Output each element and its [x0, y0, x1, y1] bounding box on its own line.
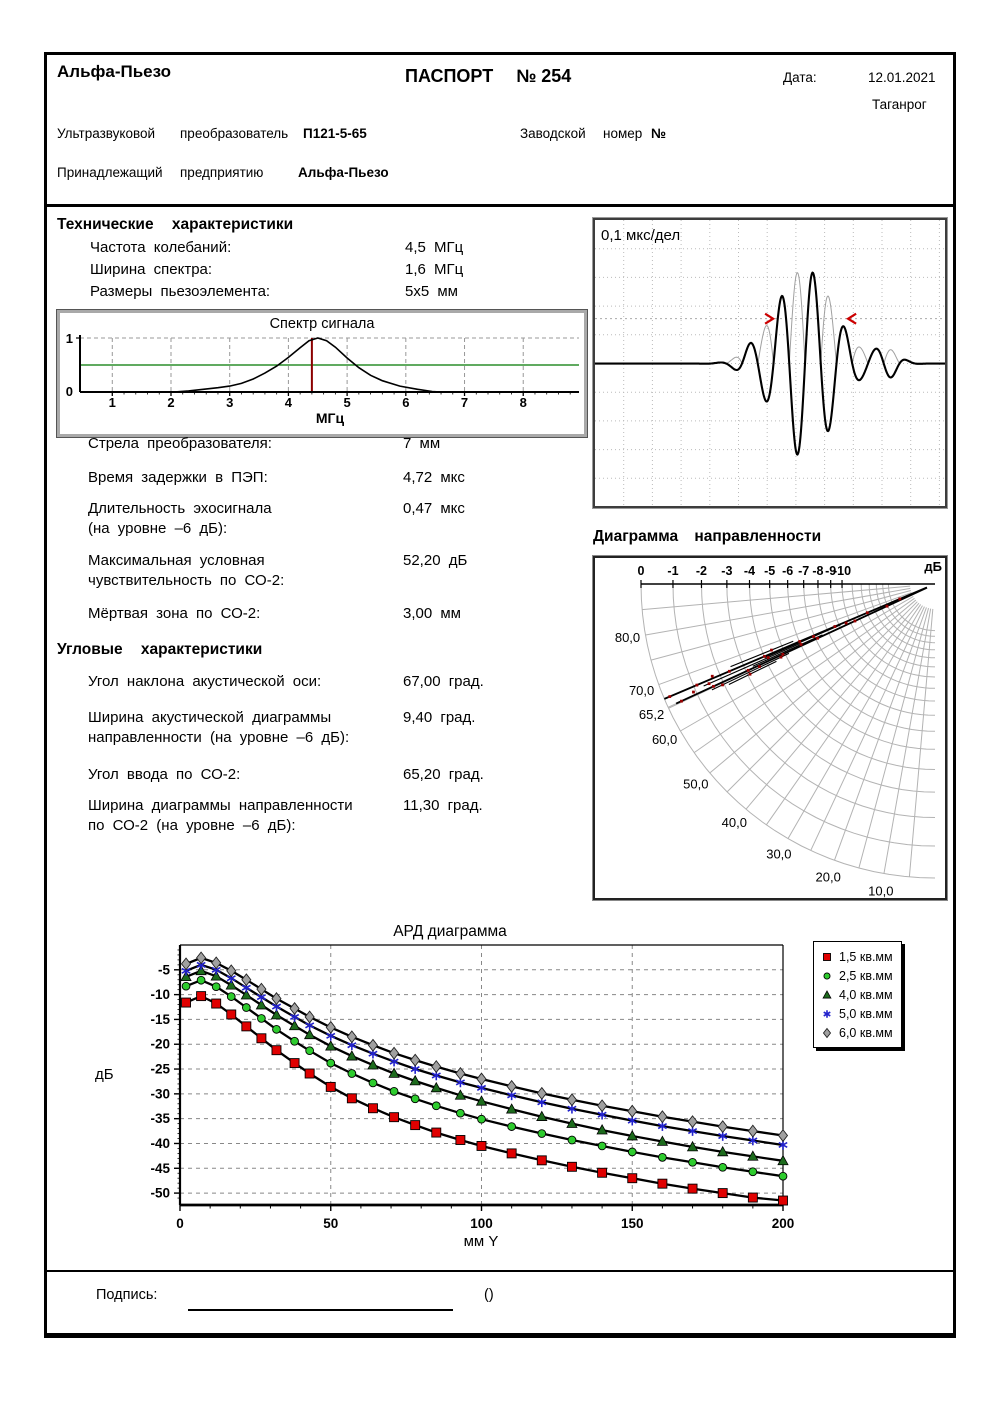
waveform-chart	[595, 220, 945, 506]
svg-text:-25: -25	[150, 1061, 170, 1077]
svg-text:3: 3	[226, 395, 234, 410]
date-value: 12.01.2021	[868, 70, 936, 85]
tech-row-value: 3,00 мм	[403, 605, 461, 622]
angle-row-label: Угол ввода по СО-2:	[88, 766, 241, 783]
svg-text:-2: -2	[695, 564, 708, 578]
owner-name: Альфа-Пьезо	[298, 165, 389, 180]
svg-text:4: 4	[284, 395, 293, 410]
angle-row-label: Ширина акустической диаграммы	[88, 709, 332, 726]
svg-text:дБ: дБ	[95, 1066, 114, 1084]
svg-text:АРД диаграмма: АРД диаграмма	[393, 923, 507, 940]
svg-text:-40: -40	[150, 1135, 170, 1151]
svg-text:5: 5	[343, 395, 351, 410]
svg-text:-20: -20	[150, 1036, 170, 1052]
tech-row-value: 7 мм	[403, 435, 441, 452]
owner-word2: предприятию	[180, 165, 264, 180]
signature-brackets: ()	[484, 1287, 494, 1303]
svg-text:1: 1	[65, 331, 73, 346]
svg-text:65,2: 65,2	[638, 706, 665, 722]
serial-label1: Заводской	[520, 126, 586, 141]
tech-row-label: Ширина спектра:	[90, 261, 213, 278]
signature-line	[188, 1309, 453, 1311]
legend-item-label: 4,0 кв.мм	[839, 987, 893, 1002]
svg-text:70,0: 70,0	[628, 682, 655, 698]
city-label: Таганрог	[872, 97, 927, 112]
owner-word1: Принадлежащий	[57, 165, 163, 180]
svg-text:-6: -6	[782, 564, 794, 578]
signature-divider	[44, 1270, 956, 1272]
angle-row-label-line2: направленности (на уровне –6 дБ):	[88, 729, 350, 746]
tech-row-value: 5x5 мм	[405, 283, 458, 300]
legend-item	[820, 947, 893, 966]
svg-text:-15: -15	[150, 1011, 170, 1027]
svg-text:80,0: 80,0	[614, 630, 641, 646]
company-name: Альфа-Пьезо	[57, 62, 172, 81]
svg-text:МГц: МГц	[315, 410, 345, 426]
svg-text:-4: -4	[743, 564, 756, 578]
tech-row-label: Длительность эхосигнала	[88, 500, 272, 517]
svg-text:100: 100	[470, 1216, 493, 1231]
diamond-marker-icon	[820, 1026, 834, 1040]
tech-row-label: Размеры пьезоэлемента:	[90, 283, 271, 300]
angle-row-label: Ширина диаграммы направленности	[88, 797, 353, 814]
svg-text:-8: -8	[812, 564, 824, 578]
device-type-word2: преобразователь	[180, 126, 289, 141]
svg-text:50: 50	[323, 1216, 339, 1231]
svg-text:0: 0	[176, 1216, 184, 1231]
tech-row-value: 4,5 МГц	[405, 239, 464, 256]
tech-row-value: 0,47 мкс	[403, 500, 465, 517]
tech-row-label-line2: (на уровне –6 дБ):	[88, 520, 228, 537]
header-divider	[44, 204, 956, 207]
svg-text:1: 1	[108, 395, 116, 410]
legend-item	[820, 1004, 893, 1023]
angle-row-value: 11,30 град.	[403, 797, 483, 814]
svg-text:60,0: 60,0	[651, 732, 678, 748]
svg-text:6: 6	[402, 395, 410, 410]
svg-text:0: 0	[637, 564, 645, 578]
legend-item	[820, 985, 893, 1004]
svg-text:8: 8	[519, 395, 527, 410]
tech-row-label: Стрела преобразователя:	[88, 435, 272, 452]
svg-text:-10: -10	[832, 564, 852, 578]
passport-title	[405, 66, 571, 87]
angle-row-label: Угол наклона акустической оси:	[88, 673, 322, 690]
tech-row-label-line2: чувствительность по СО-2:	[88, 572, 285, 589]
angle-row-value: 67,00 град.	[403, 673, 484, 690]
legend-item-label: 2,5 кв.мм	[839, 968, 893, 983]
legend-item	[820, 1023, 893, 1042]
svg-text:150: 150	[620, 1216, 644, 1231]
waveform-chart-frame	[593, 218, 947, 508]
serial-number-sign: №	[651, 126, 667, 141]
svg-text:-35: -35	[150, 1111, 170, 1127]
signature-label: Подпись:	[96, 1287, 158, 1303]
tech-row-label: Максимальная условная	[88, 552, 265, 569]
tech-section-heading: Технические характеристики	[57, 216, 294, 233]
directivity-chart	[595, 558, 945, 898]
svg-text:30,0: 30,0	[766, 846, 792, 862]
svg-text:мм Y: мм Y	[463, 1233, 499, 1250]
tech-row-label: Мёртвая зона по СО-2:	[88, 605, 261, 622]
tech-row-label: Частота колебаний:	[90, 239, 232, 256]
spectrum-chart	[60, 313, 584, 434]
svg-text:-7: -7	[798, 564, 810, 578]
legend-item-label: 1,5 кв.мм	[839, 949, 893, 964]
tech-row-value: 4,72 мкс	[403, 469, 465, 486]
device-type-word1: Ультразвуковой	[57, 126, 156, 141]
svg-text:-50: -50	[150, 1185, 170, 1201]
svg-text:-5: -5	[764, 564, 776, 578]
svg-text:-3: -3	[721, 564, 733, 578]
svg-text:Спектр сигнала: Спектр сигнала	[269, 316, 375, 332]
ard-legend	[813, 941, 902, 1048]
legend-item-label: 6,0 кв.мм	[839, 1025, 893, 1040]
svg-text:0,1 мкс/дел: 0,1 мкс/дел	[601, 227, 681, 244]
svg-text:-1: -1	[667, 564, 679, 578]
asterisk-marker-icon	[820, 1007, 834, 1021]
legend-item	[820, 966, 893, 985]
directivity-chart-frame	[593, 556, 947, 900]
tech-row-value: 1,6 МГц	[405, 261, 464, 278]
spectrum-chart-frame	[57, 310, 587, 437]
svg-text:20,0: 20,0	[815, 869, 841, 885]
angle-row-value: 9,40 град.	[403, 709, 476, 726]
tech-row-value: 52,20 дБ	[403, 552, 468, 569]
passport-number: № 254	[516, 66, 572, 86]
legend-item-label: 5,0 кв.мм	[839, 1006, 893, 1021]
svg-text:-30: -30	[150, 1086, 170, 1102]
svg-text:дБ: дБ	[924, 559, 942, 574]
date-label: Дата:	[783, 70, 817, 85]
circle-marker-icon	[820, 969, 834, 983]
ard-series-1	[182, 992, 788, 1205]
angle-row-label-line2: по СО-2 (на уровне –6 дБ):	[88, 817, 296, 834]
angle-row-value: 65,20 град.	[403, 766, 484, 783]
angles-section-heading: Угловые характеристики	[57, 641, 263, 658]
svg-text:2: 2	[167, 395, 175, 410]
svg-text:-9: -9	[825, 564, 837, 578]
device-model: П121-5-65	[303, 126, 367, 141]
directivity-heading: Диаграмма направленности	[593, 528, 822, 545]
passport-title-word: ПАСПОРТ	[405, 66, 494, 86]
square-marker-icon	[820, 950, 834, 964]
tech-row-label: Время задержки в ПЭП:	[88, 469, 268, 486]
serial-label2: номер	[603, 126, 643, 141]
svg-text:40,0: 40,0	[721, 815, 747, 831]
svg-text:50,0: 50,0	[683, 776, 709, 792]
svg-text:10,0: 10,0	[868, 883, 894, 898]
svg-text:-45: -45	[150, 1160, 170, 1176]
triangle-marker-icon	[820, 988, 834, 1002]
svg-text:-10: -10	[150, 987, 170, 1003]
svg-text:7: 7	[460, 395, 469, 410]
svg-text:-5: -5	[157, 962, 170, 978]
svg-text:200: 200	[771, 1216, 795, 1231]
svg-text:0: 0	[65, 384, 73, 399]
